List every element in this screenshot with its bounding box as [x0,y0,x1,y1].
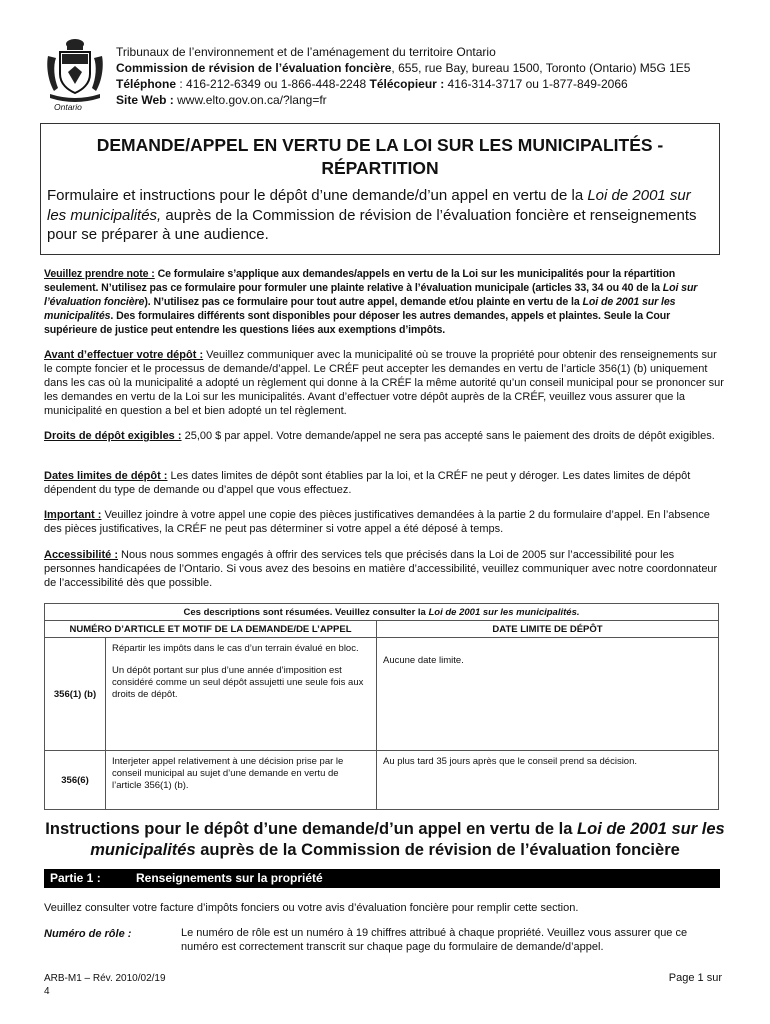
row-deadline: Au plus tard 35 jours après que le conseil prend sa décision. [377,751,719,810]
table-caption [45,604,719,621]
roll-number-label: Numéro de rôle : [44,928,132,940]
row-article: 356(1) (b) [45,638,106,751]
important-paragraph [44,508,724,536]
row-deadline: Aucune date limite. [377,638,719,751]
part1-title: Renseignements sur la propriété [136,871,323,885]
web-value: www.elto.gov.on.ca/?lang=fr [173,93,327,107]
row-article: 356(6) [45,751,106,810]
note-lead: Veuillez prendre note : [44,268,155,280]
part1-instructions: Veuillez consulter votre facture d’impôts fonciers ou votre avis d’évaluation foncière pour remplir cette section. [44,902,579,914]
instructions-part-b: auprès de la Commission de révision de l’évaluation foncière [195,841,680,859]
page-number: Page 1 sur [668,972,722,984]
title-box [40,123,720,255]
row-description-2: Un dépôt portant sur plus d’une année d’imposition est considéré comme un seul dépôt assujetti une seule fois aux droits de dépôt. [112,665,364,700]
note-paragraph [44,267,724,337]
footer-left [44,972,166,998]
fees-text: 25,00 $ par appel. Votre demande/appel ne sera pas accepté sans le paiement des droits de dépôt exigibles. [181,430,715,442]
col-header-deadline: DATE LIMITE DE DÉPÔT [377,621,719,638]
note-italic-2: Loi de 2001 sur les municipalités [44,296,676,322]
part1-header-bar [44,869,720,888]
table-row [45,751,719,810]
logo-wordmark: Ontario [54,102,82,112]
form-title: DEMANDE/APPEL EN VERTU DE LA LOI SUR LES MUNICIPALITÉS - RÉPARTITION [96,135,664,178]
important-lead: Important : [44,509,102,521]
accessibility-paragraph [44,548,724,590]
fees-paragraph [44,429,724,443]
col-header-article: NUMÉRO D’ARTICLE ET MOTIF DE LA DEMANDE/DE L’APPEL [45,621,377,638]
web-label: Site Web : [116,93,174,107]
web-line [116,92,690,108]
caption-italic: Loi de 2001 sur les municipalités. [428,606,580,618]
instructions-italic: Loi de 2001 sur les municipalités [90,820,725,859]
avant-lead: Avant d’effectuer votre dépôt : [44,349,204,361]
org-line: Tribunaux de l’environnement et de l’aménagement du territoire Ontario [116,45,496,59]
row-description-1: Interjeter appel relativement à une décision prise par le conseil municipal au sujet d’une demande en vertu de l’article 356(1) (b). [112,756,344,791]
commission-address: , 655, rue Bay, bureau 1500, Toronto (Ontario) M5G 1E5 [391,61,691,75]
subtitle-italic: Loi de 2001 sur les municipalités, [47,187,691,224]
table-caption-row [45,604,719,621]
note-text-1: Ce formulaire s’applique aux demandes/appels en vertu de la Loi sur les municipalités pour la répartition seulement. N’utilisez pas ce formulaire pour formuler une plainte relative à l’évaluation municipale (articles 33, 34 ou 40 de la [44,268,676,294]
phone-line [116,76,690,92]
page-total: 4 [44,986,50,997]
avant-text: Veuillez communiquer avec la municipalité où se trouve la propriété pour obtenir des renseignements sur le compte foncier et le processus de demande/d’appel. Le CRÉF peut accepter les demandes en vertu de l’article 356(1) (b) uniquement dans les cas où la municipalité a adopté un règlement qui donne à la CRÉF la même autorité qu’un conseil municipal pour se prononcer sur les demandes en vertu de la Loi sur les municipalités. Avant d’effectuer votre dépôt auprès de la CRÉF, veuillez vous assurer que la municipalité en question a bel et bien adopté un tel règlement. [44,349,724,417]
sections-table [44,603,719,810]
part1-label: Partie 1 : [50,871,101,885]
form-subtitle [47,186,711,245]
ontario-logo [44,36,106,116]
deadlines-paragraph [44,469,724,497]
row-description-1: Répartir les impôts dans le cas d’un terrain évalué en bloc. [112,643,359,654]
roll-number-text: Le numéro de rôle est un numéro à 19 chiffres attribué à chaque propriété. Veuillez vous assurer que ce numéro est correctement transcrit sur chaque page du formulaire de demande/d’appel. [181,927,688,953]
table-header-row [45,621,719,638]
deadlines-lead: Dates limites de dépôt : [44,470,168,482]
subtitle-part-b: auprès de la Commission de révision de l’évaluation foncière et renseignements pour se préparer à une audience. [47,206,697,243]
note-text-2: ). N’utilisez pas ce formulaire pour tout autre appel, demande et/ou plainte en vertu de la [144,296,583,308]
table-row [45,638,719,751]
accessibility-lead: Accessibilité : [44,549,118,561]
avant-paragraph [44,348,724,418]
fax-label: Télécopieur : [369,77,445,91]
commission-name: Commission de révision de l’évaluation foncière [116,61,392,75]
form-code: ARB-M1 – Rév. 2010/02/19 [44,973,166,984]
accessibility-text: Nous nous sommes engagés à offrir des services tels que précisés dans la Loi de 2005 sur l’accessibilité pour les personnes handicapées de l’Ontario. Si vous avez des besoins en matière d’accessibilité, veuillez communiquer avec notre coordonnateur de l’accessibilité dès que possible. [44,549,718,589]
deadlines-text: Les dates limites de dépôt sont établies par la loi, et la CRÉF ne peut y déroger. Les dates limites de dépôt dépendent du type de demande ou d’appel que vous effectuez. [44,470,691,496]
row-description [106,751,377,810]
note-text-3: . Des formulaires différents sont disponibles pour déposer les autres demandes, appels et plaintes. Seule la Cour supérieure de justice peut entendre les questions liées aux exemptions d’impôts. [44,310,671,336]
instructions-heading [40,819,730,861]
subtitle-part-a: Formulaire et instructions pour le dépôt d’une demande/d’un appel en vertu de la [47,187,588,204]
instructions-part-a: Instructions pour le dépôt d’une demande/d’un appel en vertu de la [45,820,578,838]
tribunal-header [116,44,690,108]
ontario-crest-icon [44,36,106,102]
phone-value: : 416-212-6349 ou 1-866-448-2248 [176,77,370,91]
important-text: Veuillez joindre à votre appel une copie des pièces justificatives demandées à la partie 2 du formulaire d’appel. En l’absence des pièces justificatives, la CRÉF ne peut pas déterminer si votre appel a été déposé à temps. [44,509,710,535]
row-description [106,638,377,751]
phone-label: Téléphone [116,77,177,91]
note-italic-1: Loi sur l’évaluation foncière [44,282,698,308]
commission-line [116,60,690,76]
fees-lead: Droits de dépôt exigibles : [44,430,182,442]
caption-text: Ces descriptions sont résumées. Veuillez consulter la [183,606,429,618]
fax-value: 416-314-3717 ou 1-877-849-2066 [444,77,628,91]
